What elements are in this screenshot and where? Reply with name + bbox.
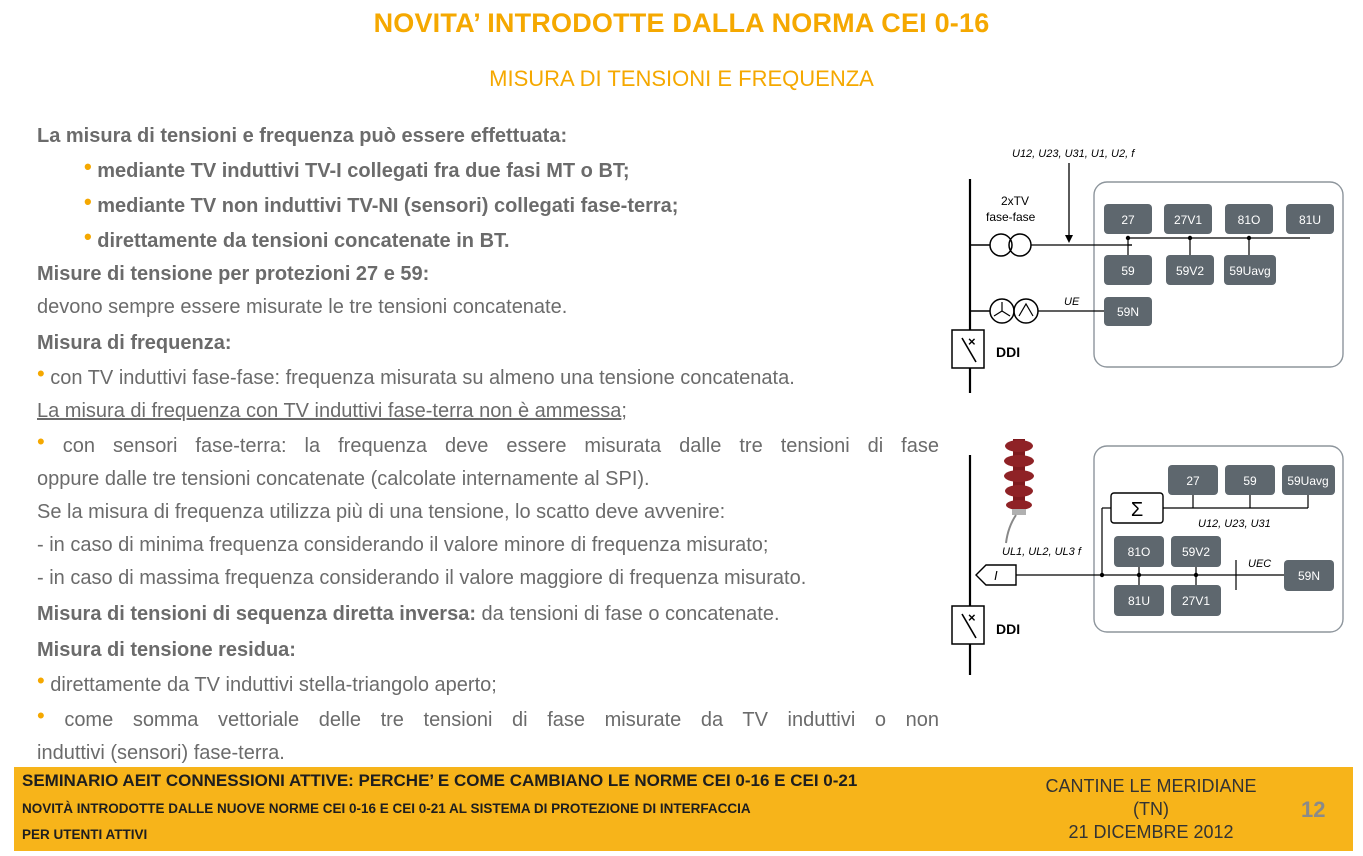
ddi-label: DDI [996, 621, 1021, 637]
freq-bullet-2 [37, 428, 939, 463]
freq-note [37, 395, 939, 428]
freq-bullet-1 [37, 360, 939, 395]
relay-label: 59N [1297, 569, 1321, 583]
frequency-heading: Misura di frequenza: [37, 332, 232, 354]
method-text: mediante TV induttivi TV-I collegati fra due fasi MT o BT; [97, 160, 630, 182]
relay-27v1 [1164, 204, 1212, 234]
method-text: mediante TV non induttivi TV-NI (sensori) collegati fase-terra; [97, 195, 679, 217]
relay-81o-b [1114, 536, 1164, 567]
relay-label: 81U [1298, 213, 1322, 227]
sensor-icon [1004, 439, 1034, 543]
relay-59uavg [1224, 255, 1276, 285]
method-item [37, 223, 939, 258]
protection-scheme-diagram [946, 135, 1351, 675]
relay-label: 59V2 [1181, 545, 1211, 559]
relay-59uavg-b [1282, 465, 1335, 495]
relay-label: 27V1 [1181, 594, 1211, 608]
relay-59v2 [1166, 255, 1214, 285]
residual-bullet-2 [37, 702, 939, 737]
relay-label: 59Uavg [1287, 474, 1329, 488]
relay-59v2-b [1171, 536, 1221, 567]
bottom-scheme [952, 439, 1343, 675]
relay-59n-b [1284, 560, 1334, 591]
tv-label-1: 2xTV [1001, 194, 1030, 208]
junction-dot [1194, 573, 1198, 577]
tv-label-2: fase-fase [986, 210, 1036, 224]
freq-bullet-1-text: con TV induttivi fase-fase: frequenza misurata su almeno una tensione concatenata. [50, 367, 795, 389]
delta-winding-icon [1019, 304, 1033, 316]
relay-59 [1104, 255, 1152, 285]
slide-body [37, 120, 939, 770]
relay-label: 27 [1186, 474, 1200, 488]
residual-bullet-1 [37, 667, 939, 702]
junction-dot [1137, 573, 1141, 577]
method-item [37, 153, 939, 188]
footer-venue [1014, 775, 1288, 844]
residual-heading: Misura di tensione residua: [37, 639, 296, 661]
venue-name: CANTINE LE MERIDIANE [1045, 776, 1257, 796]
relay-label: 59Uavg [1229, 264, 1271, 278]
method-text: direttamente da tensioni concatenate in BT. [97, 230, 510, 252]
sequence-line [37, 598, 939, 631]
concat-label: U12, U23, U31 [1198, 518, 1271, 530]
method-item [37, 188, 939, 223]
footer-seminar-title: SEMINARIO AEIT CONNESSIONI ATTIVE: PERCHE’ E COME CAMBIANO LE NORME CEI 0-16 E CEI 0-21 [22, 771, 858, 790]
relay-label: 27V1 [1173, 213, 1203, 227]
bullet-icon: • [84, 189, 92, 214]
page-number: 12 [1301, 797, 1326, 822]
bullet-icon: • [84, 224, 92, 249]
ddi-label: DDI [996, 344, 1021, 360]
sequence-heading: Misura di tensioni di sequenza diretta inversa: [37, 603, 476, 625]
top-inputs-label: U12, U23, U31, U1, U2, f [1012, 148, 1135, 160]
relay-81u-b [1114, 585, 1164, 616]
close-icon: × [968, 334, 976, 349]
sensor-symbol: I [994, 568, 998, 583]
relay-label: 59 [1243, 474, 1257, 488]
relay-label: 81O [1237, 213, 1261, 227]
bullet-icon: • [37, 361, 45, 386]
star-winding-icon [1002, 311, 1010, 316]
residual-bullet-2-text: come somma vettoriale delle tre tensioni di fase misurate da TV induttivi o non [64, 709, 940, 731]
junction-dot [1126, 236, 1130, 240]
footer-subtitle-line2: PER UTENTI ATTIVI [22, 827, 148, 842]
residual-bullet-1-text: direttamente da TV induttivi stella-triangolo aperto; [50, 674, 497, 696]
protections-heading: Misure di tensione per protezioni 27 e 59: [37, 263, 430, 285]
sequence-text: da tensioni di fase o concatenate. [476, 603, 780, 625]
freq-bullet-2-cont: oppure dalle tre tensioni concatenate (calcolate internamente al SPI). [37, 468, 650, 490]
relay-label: 27 [1121, 213, 1135, 227]
arrow-down-icon [1065, 235, 1073, 243]
top-scheme [952, 148, 1343, 393]
close-icon: × [968, 610, 976, 625]
freq-min-text: - in caso di minima frequenza considerando il valore minore di frequenza misurato; [37, 534, 769, 556]
bullet-icon: • [37, 703, 45, 728]
junction-dot [1188, 236, 1192, 240]
relay-label: 59N [1116, 305, 1140, 319]
bullet-icon: • [84, 154, 92, 179]
intro-text: La misura di tensioni e frequenza può essere effettuata: [37, 125, 568, 147]
freq-max-text: - in caso di massima frequenza considerando il valore maggiore di frequenza misurato. [37, 567, 807, 589]
bottom-inputs-label: UL1, UL2, UL3 f [1002, 546, 1081, 558]
bullet-icon: • [37, 429, 45, 454]
freq-underlined-note: La misura di frequenza con TV induttivi fase-terra non è ammessa [37, 400, 622, 422]
relay-27-b [1168, 465, 1218, 495]
relay-59-b [1225, 465, 1275, 495]
bullet-icon: • [37, 668, 45, 693]
footer-subtitle-line1: NOVITÀ INTRODOTTE DALLE NUOVE NORME CEI 0-16 E CEI 0-21 AL SISTEMA DI PROTEZIONE DI INTERFACCIA [22, 801, 751, 816]
relay-label: 59 [1121, 264, 1135, 278]
star-winding-icon [994, 311, 1002, 316]
relay-label: 59V2 [1175, 264, 1205, 278]
footer-bar [14, 767, 1353, 851]
freq-multi-text: Se la misura di frequenza utilizza più di una tensione, lo scatto deve avvenire: [37, 501, 726, 523]
relay-27v1-b [1171, 585, 1221, 616]
slide-subtitle: MISURA DI TENSIONI E FREQUENZA [489, 66, 874, 91]
junction-dot [1247, 236, 1251, 240]
venue-province: (TN) [1133, 799, 1169, 819]
event-date: 21 DICEMBRE 2012 [1068, 822, 1234, 842]
relay-label: 81U [1127, 594, 1151, 608]
residual-bullet-2-cont: induttivi (sensori) fase-terra. [37, 742, 285, 764]
sigma-icon: Σ [1130, 499, 1144, 521]
protections-text: devono sempre essere misurate le tre tensioni concatenate. [37, 296, 568, 318]
freq-bullet-2-text: con sensori fase-terra: la frequenza deve essere misurata dalle tre tensioni di fase [62, 435, 939, 457]
delta-winding-icon [1014, 299, 1038, 323]
uec-label: UEC [1248, 558, 1272, 570]
relay-59n-top [1104, 297, 1152, 326]
relay-81u [1286, 204, 1334, 234]
relay-81o [1225, 204, 1273, 234]
slide-title: NOVITA’ INTRODOTTE DALLA NORMA CEI 0-16 [373, 8, 990, 38]
ue-label: UE [1064, 296, 1080, 308]
freq-note-end: ; [621, 400, 627, 422]
relay-label: 81O [1127, 545, 1151, 559]
relay-27 [1104, 204, 1152, 234]
